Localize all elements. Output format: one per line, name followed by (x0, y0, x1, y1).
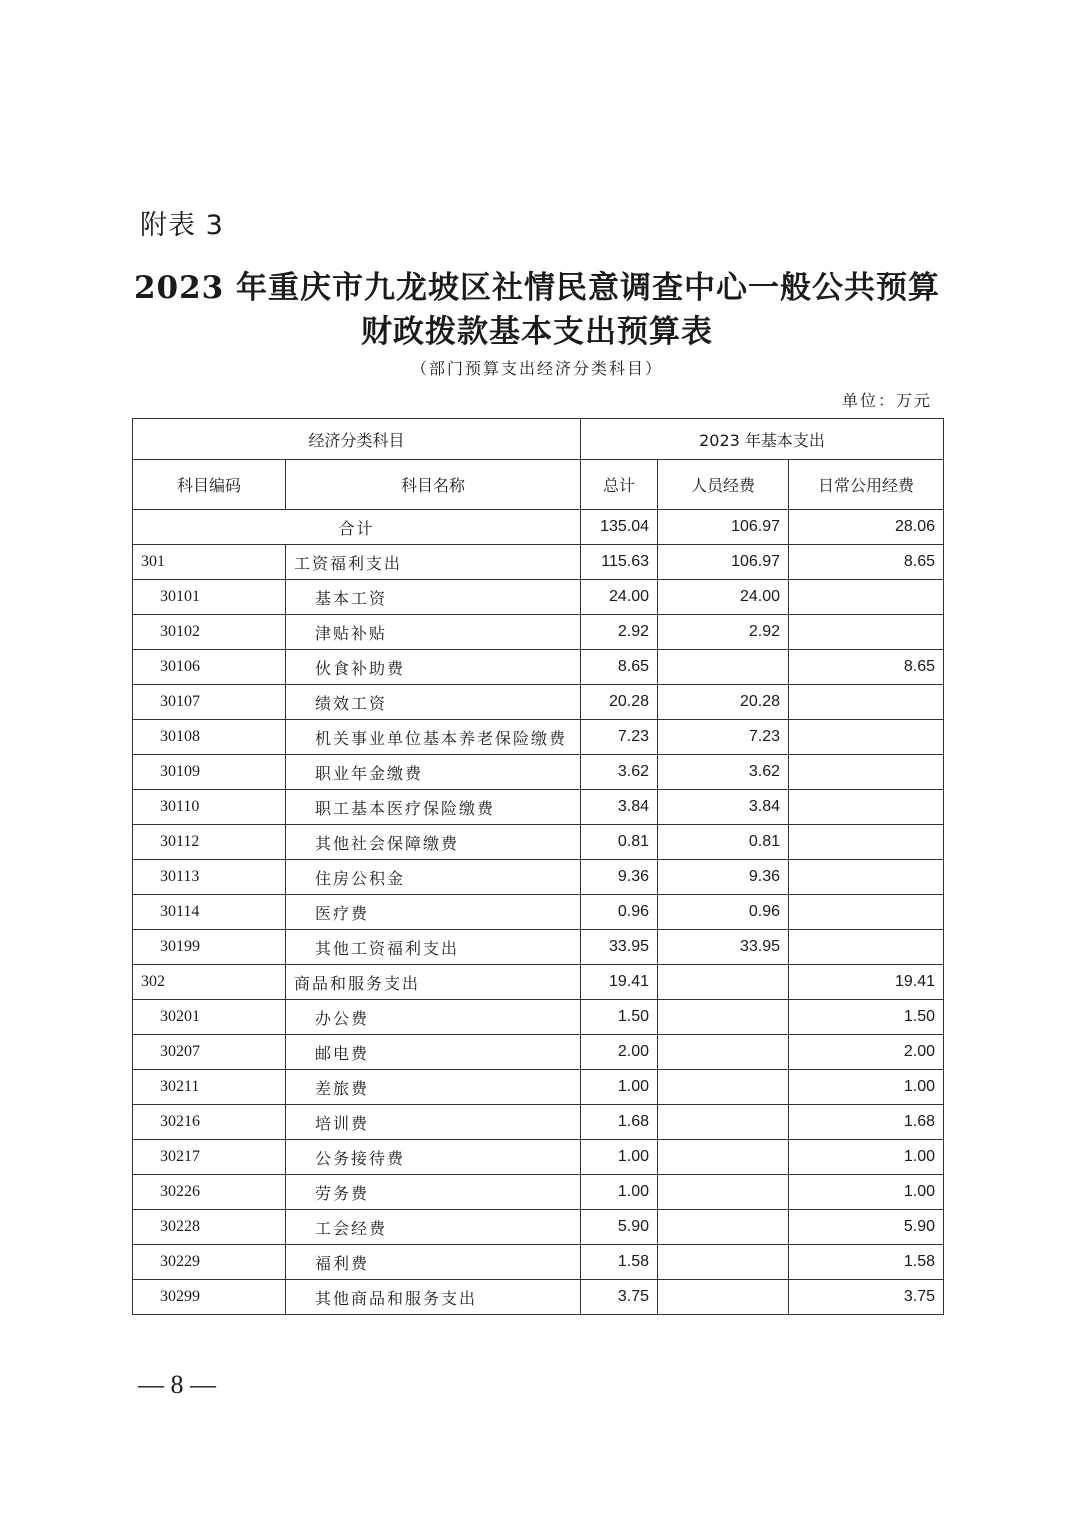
row-personnel (658, 1210, 789, 1245)
row-total: 9.36 (581, 860, 658, 895)
row-name: 劳务费 (286, 1175, 581, 1210)
header-name: 科目名称 (286, 460, 581, 510)
total-public: 28.06 (789, 510, 944, 545)
row-total: 20.28 (581, 685, 658, 720)
row-code: 30299 (133, 1280, 286, 1315)
row-name: 商品和服务支出 (286, 965, 581, 1000)
row-public (789, 825, 944, 860)
table-row (133, 965, 944, 1000)
row-name: 住房公积金 (286, 860, 581, 895)
header-basic-expenditure: 2023 年基本支出 (581, 419, 944, 460)
row-total: 1.00 (581, 1175, 658, 1210)
header-row-columns (133, 460, 944, 510)
table-row (133, 1105, 944, 1140)
row-public: 1.00 (789, 1070, 944, 1105)
row-personnel (658, 1175, 789, 1210)
row-public (789, 580, 944, 615)
table-row (133, 685, 944, 720)
row-personnel (658, 965, 789, 1000)
row-name: 医疗费 (286, 895, 581, 930)
row-total: 0.81 (581, 825, 658, 860)
row-total: 3.62 (581, 755, 658, 790)
row-name: 其他工资福利支出 (286, 930, 581, 965)
unit-label: 单位：万元 (841, 391, 932, 410)
row-personnel: 33.95 (658, 930, 789, 965)
row-personnel: 3.84 (658, 790, 789, 825)
row-total: 5.90 (581, 1210, 658, 1245)
row-code: 301 (133, 545, 286, 580)
table-row (133, 720, 944, 755)
row-code: 30228 (133, 1210, 286, 1245)
row-public (789, 755, 944, 790)
row-name: 其他社会保障缴费 (286, 825, 581, 860)
row-personnel (658, 1035, 789, 1070)
attachment-label: 附表 3 (140, 210, 224, 241)
row-code: 30102 (133, 615, 286, 650)
table-row (133, 930, 944, 965)
row-public: 8.65 (789, 650, 944, 685)
row-personnel: 0.96 (658, 895, 789, 930)
table-row (133, 1140, 944, 1175)
row-name: 差旅费 (286, 1070, 581, 1105)
row-name: 津贴补贴 (286, 615, 581, 650)
total-personnel: 106.97 (658, 510, 789, 545)
row-name: 邮电费 (286, 1035, 581, 1070)
row-public: 3.75 (789, 1280, 944, 1315)
total-total: 135.04 (581, 510, 658, 545)
page-subtitle: （部门预算支出经济分类科目） (410, 359, 663, 378)
row-name: 办公费 (286, 1000, 581, 1035)
row-name: 基本工资 (286, 580, 581, 615)
row-public: 1.68 (789, 1105, 944, 1140)
row-total: 2.92 (581, 615, 658, 650)
table-row (133, 755, 944, 790)
row-code: 302 (133, 965, 286, 1000)
row-public: 8.65 (789, 545, 944, 580)
table-row (133, 1210, 944, 1245)
row-total: 7.23 (581, 720, 658, 755)
row-personnel: 106.97 (658, 545, 789, 580)
row-personnel: 24.00 (658, 580, 789, 615)
row-total: 115.63 (581, 545, 658, 580)
row-public (789, 860, 944, 895)
header-row-group (133, 419, 944, 460)
table-row (133, 650, 944, 685)
row-public (789, 720, 944, 755)
header-economic-class: 经济分类科目 (133, 419, 581, 460)
row-total: 1.68 (581, 1105, 658, 1140)
row-code: 30201 (133, 1000, 286, 1035)
table-row (133, 1070, 944, 1105)
row-public: 1.58 (789, 1245, 944, 1280)
total-label: 合计 (133, 510, 581, 545)
row-public (789, 790, 944, 825)
row-name: 培训费 (286, 1105, 581, 1140)
row-public: 1.00 (789, 1140, 944, 1175)
row-personnel: 7.23 (658, 720, 789, 755)
row-public: 2.00 (789, 1035, 944, 1070)
row-name: 公务接待费 (286, 1140, 581, 1175)
row-public: 1.00 (789, 1175, 944, 1210)
page-title-line2: 财政拨款基本支出预算表 (361, 314, 713, 350)
row-code: 30106 (133, 650, 286, 685)
row-personnel: 9.36 (658, 860, 789, 895)
row-personnel: 2.92 (658, 615, 789, 650)
table-row (133, 1280, 944, 1315)
row-code: 30216 (133, 1105, 286, 1140)
row-total: 33.95 (581, 930, 658, 965)
row-public: 1.50 (789, 1000, 944, 1035)
row-name: 工资福利支出 (286, 545, 581, 580)
table-row (133, 1245, 944, 1280)
row-personnel (658, 1105, 789, 1140)
table-row (133, 790, 944, 825)
table-row (133, 895, 944, 930)
row-public (789, 930, 944, 965)
row-name: 职业年金缴费 (286, 755, 581, 790)
table-row (133, 1035, 944, 1070)
row-code: 30199 (133, 930, 286, 965)
row-code: 30110 (133, 790, 286, 825)
row-public (789, 615, 944, 650)
table-row (133, 860, 944, 895)
row-code: 30217 (133, 1140, 286, 1175)
row-personnel (658, 1245, 789, 1280)
page-number: — 8 — (138, 1370, 216, 1399)
row-code: 30229 (133, 1245, 286, 1280)
row-name: 其他商品和服务支出 (286, 1280, 581, 1315)
row-total: 3.84 (581, 790, 658, 825)
row-code: 30101 (133, 580, 286, 615)
row-code: 30114 (133, 895, 286, 930)
row-personnel: 20.28 (658, 685, 789, 720)
row-total: 0.96 (581, 895, 658, 930)
row-total: 1.58 (581, 1245, 658, 1280)
total-row (133, 510, 944, 545)
row-code: 30108 (133, 720, 286, 755)
row-personnel (658, 1070, 789, 1105)
row-total: 1.00 (581, 1140, 658, 1175)
row-code: 30226 (133, 1175, 286, 1210)
row-total: 3.75 (581, 1280, 658, 1315)
row-personnel: 0.81 (658, 825, 789, 860)
row-name: 绩效工资 (286, 685, 581, 720)
row-code: 30211 (133, 1070, 286, 1105)
budget-table (132, 418, 944, 1315)
row-code: 30107 (133, 685, 286, 720)
row-name: 伙食补助费 (286, 650, 581, 685)
table-row (133, 1000, 944, 1035)
row-total: 19.41 (581, 965, 658, 1000)
row-personnel (658, 1000, 789, 1035)
row-total: 2.00 (581, 1035, 658, 1070)
table-row (133, 1175, 944, 1210)
table-row (133, 580, 944, 615)
row-personnel: 3.62 (658, 755, 789, 790)
row-public (789, 895, 944, 930)
page-title-line1: 2023 年重庆市九龙坡区社情民意调查中心一般公共预算 (133, 270, 941, 306)
row-code: 30113 (133, 860, 286, 895)
row-public: 5.90 (789, 1210, 944, 1245)
row-name: 机关事业单位基本养老保险缴费 (286, 720, 581, 755)
row-public: 19.41 (789, 965, 944, 1000)
header-personnel: 人员经费 (658, 460, 789, 510)
row-total: 24.00 (581, 580, 658, 615)
row-total: 8.65 (581, 650, 658, 685)
header-total: 总计 (581, 460, 658, 510)
row-personnel (658, 1280, 789, 1315)
row-name: 工会经费 (286, 1210, 581, 1245)
row-code: 30112 (133, 825, 286, 860)
row-name: 职工基本医疗保险缴费 (286, 790, 581, 825)
row-total: 1.00 (581, 1070, 658, 1105)
row-personnel (658, 650, 789, 685)
row-personnel (658, 1140, 789, 1175)
header-public: 日常公用经费 (789, 460, 944, 510)
row-code: 30207 (133, 1035, 286, 1070)
row-name: 福利费 (286, 1245, 581, 1280)
table-row (133, 615, 944, 650)
row-public (789, 685, 944, 720)
row-code: 30109 (133, 755, 286, 790)
table-row (133, 545, 944, 580)
table-row (133, 825, 944, 860)
header-code: 科目编码 (133, 460, 286, 510)
row-total: 1.50 (581, 1000, 658, 1035)
